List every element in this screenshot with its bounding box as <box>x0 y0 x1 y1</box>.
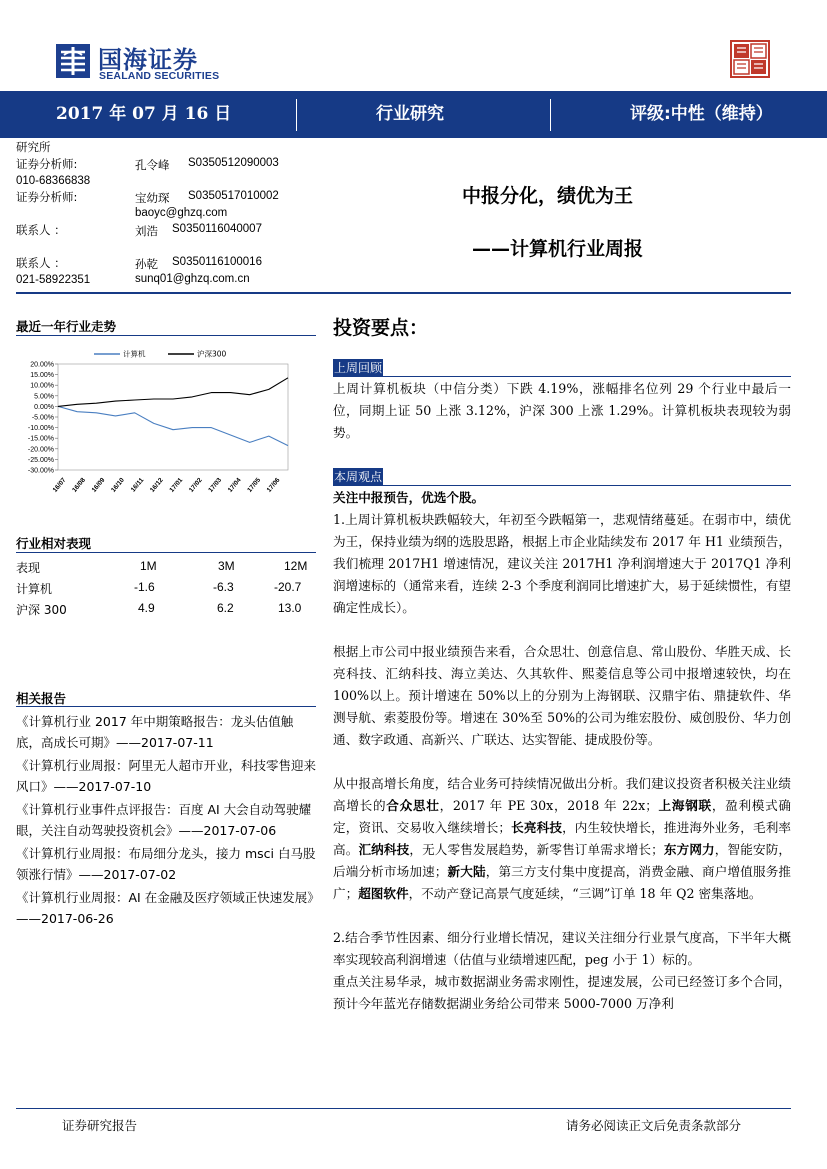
analyst-name: 孔令峰 <box>135 158 170 172</box>
paragraph: 重点关注易华录，城市数据湖业务需求刚性，提速发展，公司已经签订多个合同，预计今年蓝光存储数据湖业务给公司带来 5000-7000 万净利 <box>333 974 791 1011</box>
paragraph-text: ，智能安防，后端分析市场加速； <box>333 842 792 879</box>
x-tick-label: 16/12 <box>148 476 165 494</box>
paragraph-text: ，盈利模式确定，资讯、交易收入继续增长； <box>333 798 792 835</box>
y-tick-label: -30.00% <box>27 467 54 475</box>
section-rule <box>333 376 791 377</box>
table-header-row <box>16 559 308 579</box>
report-category: 行业研究 <box>376 104 444 124</box>
y-tick-label: -10.00% <box>27 425 54 433</box>
perf-heading: 行业相对表现 <box>16 536 92 551</box>
related-reports-heading: 相关报告 <box>16 691 67 706</box>
analyst-name: 宝幼琛 <box>135 191 170 205</box>
related-report-link[interactable]: 《计算机行业周报：AI 在金融及医疗领域正快速发展》——2017-06-26 <box>16 890 314 926</box>
research-seal-icon <box>730 40 770 78</box>
x-tick-label: 17/02 <box>187 476 204 494</box>
footer-disclaimer: 请务必阅读正文后免责条款部分 <box>566 1118 742 1133</box>
table-header-cell: 3M <box>218 559 235 573</box>
paragraph: 根据上市公司中报业绩预告来看，合众思壮、创意信息、常山股份、华胜天成、长亮科技、汇纳科技、海立美达、久其软件、熙菱信息等公司中报增速较快，均在 100%以上。预计增速在 50%以上的分别为上海钢联、汉鼎宇佑、鼎捷软件、华测导航、索菱股份等。增速在 30%至 50%的公司为维宏股份、威创股份、华力创通、数字政通、高新兴、广联达、达实智能、捷成股份等。 <box>333 644 791 747</box>
paragraph-text: ，不动产登记高景气度延续，“三调”订单 18 年 Q2 密集落地。 <box>408 886 762 901</box>
contact-phone: 021-58922351 <box>16 274 91 286</box>
paragraph-text: ，内生较快增长，推进海外业务，毛利率高。 <box>333 820 792 857</box>
highlight-stock: 超图软件 <box>358 886 409 901</box>
y-tick-label: -15.00% <box>27 435 54 443</box>
report-title: 中报分化，绩优为王 <box>462 185 634 207</box>
y-tick-label: 15.00% <box>30 372 54 380</box>
table-header-cell: 表现 <box>16 561 41 575</box>
highlight-stock: 合众思壮 <box>386 798 440 813</box>
analyst-cert: S0350512090003 <box>188 157 279 169</box>
trend-heading: 最近一年行业走势 <box>16 319 117 334</box>
paragraph-highlights <box>333 773 791 905</box>
related-report-link[interactable]: 《计算机行业周报：布局细分龙头，接力 msci 白马股领涨行情》——2017-07-02 <box>16 846 316 882</box>
highlight-stock: 长亮科技 <box>511 820 563 835</box>
last-week-review-text: 上周计算机板块（中信分类）下跌 4.19%，涨幅排名位列 29 个行业中最后一位，同期上证 50 上涨 3.12%，沪深 300 上涨 1.29%。计算机板块表现较为弱势。 <box>333 381 791 440</box>
legend-label: 计算机 <box>123 349 146 359</box>
industry-trend-chart <box>16 342 306 500</box>
contact-name: 刘浩 <box>135 224 158 238</box>
table-row <box>16 580 304 600</box>
y-tick-label: 0.00% <box>34 403 54 411</box>
y-tick-label: 20.00% <box>30 361 54 369</box>
section-rule <box>333 485 791 486</box>
banner-divider <box>296 99 297 131</box>
highlight-stock: 新大陆 <box>447 864 486 879</box>
x-tick-label: 17/06 <box>265 476 282 494</box>
report-date: 2017 年 07 月 16 日 <box>56 104 232 124</box>
paragraph-text: ，2017 年 PE 30x，2018 年 22x； <box>439 798 658 813</box>
table-cell: -20.7 <box>274 580 302 594</box>
hs300-series-line <box>58 378 288 407</box>
brand-name-en: SEALAND SECURITIES <box>99 70 220 82</box>
highlight-stock: 上海钢联 <box>657 798 712 813</box>
contact-cert: S0350116100016 <box>172 256 262 268</box>
paragraph-text: ，第三方支付集中度提高，消费金融、商户增值服务推广； <box>333 864 792 901</box>
x-tick-label: 17/01 <box>168 476 185 494</box>
contact-name: 孙乾 <box>135 257 158 271</box>
chart-plot-area <box>58 364 288 470</box>
report-rating: 评级:中性（维持） <box>630 104 773 124</box>
table-cell: 6.2 <box>217 601 234 615</box>
section-rule <box>16 706 316 707</box>
table-cell: -6.3 <box>213 580 234 594</box>
analyst-cert: S0350517010002 <box>188 190 279 202</box>
section-tag-this-week: 本周观点 <box>333 470 382 484</box>
highlight-stock: 东方网力 <box>663 842 715 857</box>
table-cell: -1.6 <box>134 580 155 594</box>
x-tick-label: 16/08 <box>71 476 87 494</box>
legend-label: 沪深300 <box>197 349 227 359</box>
section-rule <box>16 552 316 553</box>
computer-series-line <box>58 406 288 445</box>
y-tick-label: 10.00% <box>30 382 54 390</box>
x-tick-label: 16/11 <box>129 476 146 494</box>
section-rule <box>16 335 316 336</box>
table-cell: 4.9 <box>138 601 155 615</box>
related-reports-list <box>16 711 316 931</box>
analyst-role: 证券分析师: <box>16 157 78 171</box>
y-tick-label: 5.00% <box>34 393 54 401</box>
related-report-link[interactable]: 《计算机行业 2017 年中期策略报告：龙头估值触底，高成长可期》——2017-07-11 <box>16 714 294 750</box>
perf-table <box>16 559 308 621</box>
y-tick-label: -5.00% <box>31 414 54 422</box>
related-report-link[interactable]: 《计算机行业事件点评报告：百度 AI 大会自动驾驶耀眼，关注自动驾驶投资机会》——2017-07-06 <box>16 802 312 838</box>
analyst-phone: 010-68366838 <box>16 175 91 187</box>
section-tag-last-week: 上周回顾 <box>333 361 382 375</box>
paragraph-gap <box>333 619 791 641</box>
contact-role: 联系人 ： <box>16 223 66 237</box>
sealand-logo-icon <box>56 44 90 78</box>
table-header-cell: 12M <box>284 559 308 573</box>
paragraph: 1.上周计算机板块跌幅较大，年初至今跌幅第一，悲观情绪蔓延。在弱市中，绩优为王，保持业绩为纲的选股思路，根据上市企业陆续发布 2017 年 H1 业绩预告，我们梳理 2017H1 增速情况，建议关注 2017H1 净利润增速大于 2017Q1 净利润增速标的（通常来看，连续 2-3 个季度利润同比增速扩大，易于延续惯性，有望确定性成长）。 <box>333 512 791 615</box>
related-report-link[interactable]: 《计算机行业周报：阿里无人超市开业，科技零售迎来风口》——2017-07-10 <box>16 758 317 794</box>
footer-left: 证券研究报告 <box>62 1118 138 1133</box>
highlight-stock: 汇纳科技 <box>358 842 410 857</box>
investment-points-heading: 投资要点： <box>333 317 429 339</box>
table-row <box>16 601 304 621</box>
table-cell: 沪深 300 <box>16 603 67 617</box>
banner-divider <box>550 99 551 131</box>
table-header-cell: 1M <box>140 559 157 573</box>
x-tick-label: 16/07 <box>51 476 68 494</box>
header-banner <box>0 91 827 138</box>
y-tick-label: -20.00% <box>27 446 54 454</box>
paragraph-text: ，无人零售发展趋势，新零售订单需求增长； <box>409 842 664 857</box>
x-tick-label: 17/03 <box>207 476 224 494</box>
y-tick-label: -25.00% <box>27 456 54 464</box>
contact-cert: S0350116040007 <box>172 223 262 235</box>
x-tick-label: 16/09 <box>90 476 107 494</box>
paragraph: 2.结合季节性因素、细分行业增长情况，建议关注细分行业景气度高，下半年大概率实现较高利润增速（估值与业绩增速匹配，peg 小于 1）标的。 <box>333 930 791 967</box>
x-tick-label: 17/04 <box>226 476 243 494</box>
analyst-role: 证券分析师: <box>16 190 78 204</box>
lead-statement: 关注中报预告，优选个股。 <box>333 490 485 505</box>
analyst-email[interactable]: baoyc@ghzq.com <box>135 207 228 219</box>
x-tick-label: 16/10 <box>110 476 126 494</box>
paragraph-gap <box>333 905 791 927</box>
paragraph-text: 从中报高增长角度，结合业务可持续情况做出分析。我们建议投资者积极关注业绩高增长的 <box>333 776 791 813</box>
table-cell: 13.0 <box>278 601 302 615</box>
table-cell: 计算机 <box>16 582 53 596</box>
institute-label: 研究所 <box>16 140 51 154</box>
brand-name-cn: 国海证券 <box>98 46 198 74</box>
paragraph-gap <box>333 751 791 773</box>
contact-email[interactable]: sunq01@ghzq.com.cn <box>135 273 250 285</box>
x-tick-label: 17/05 <box>246 476 263 494</box>
header-rule <box>16 292 791 294</box>
report-subtitle: ——计算机行业周报 <box>472 238 644 260</box>
this-week-body <box>333 487 791 1015</box>
contact-role: 联系人 ： <box>16 256 66 270</box>
footer-rule <box>16 1108 791 1109</box>
